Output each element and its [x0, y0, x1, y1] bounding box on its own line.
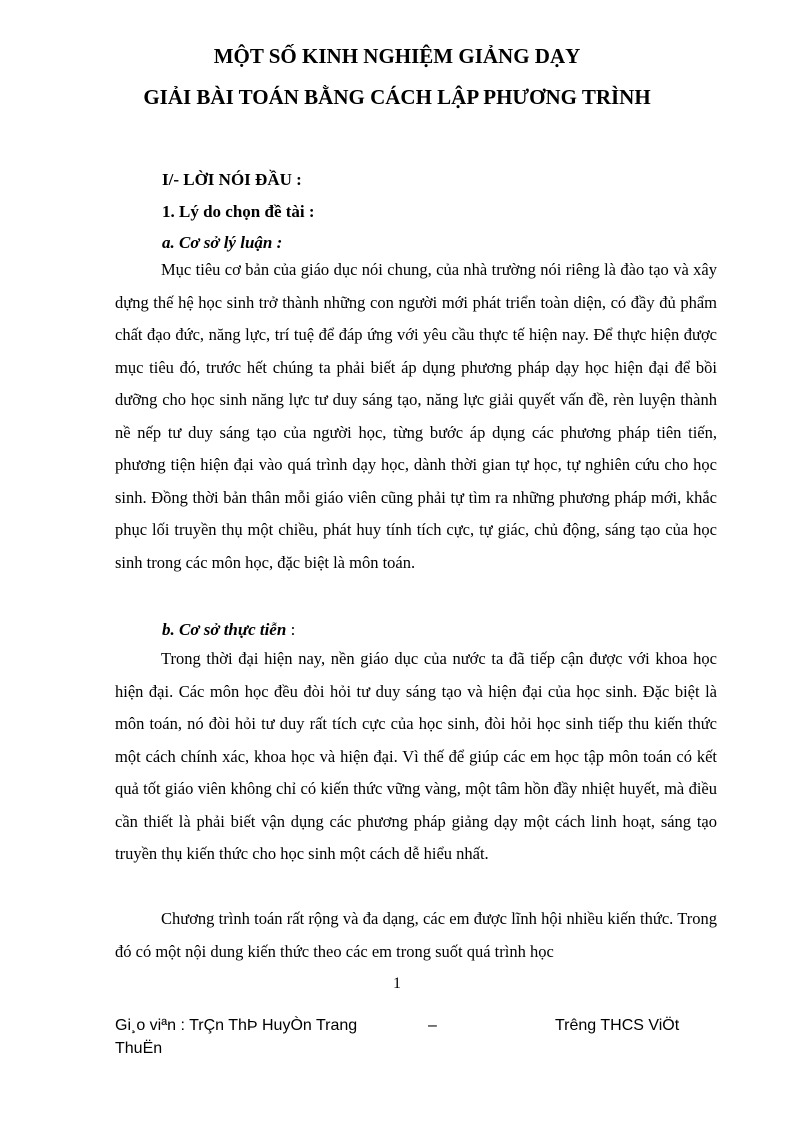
part-a-paragraph: Mục tiêu cơ bản của giáo dục nói chung, của nhà trường nói riêng là đào tạo và xây dựng thế hệ học sinh trở thành những con người mới phát triển toàn diện, có đầy đủ phẩm chất đạo đức, năng lực, trí tuệ để đáp ứng với yêu cầu thực tế hiện nay. Để thực hiện được mục tiêu đó, trước hết chúng ta phải biết áp dụng phương pháp dạy học hiện đại để bồi dưỡng cho học sinh năng lực tư duy sáng tạo, năng lực giải quyết vấn đề, rèn luyện thành nề nếp tư duy sáng tạo của người học, từng bước áp dụng các phương pháp tiên tiến, phương tiện hiện đại vào quá trình dạy học, dành thời gian tự học, tự nghiên cứu cho học sinh. Đồng thời bản thân mỗi giáo viên cũng phải tự tìm ra những phương pháp mới, khắc phục lối truyền thụ một chiều, phát huy tính tích cực, tự giác, chủ động, sáng tạo của học sinh trong các môn học, đặc biệt là môn toán.	[115, 260, 717, 572]
part-b-paragraph-1: Trong thời đại hiện nay, nền giáo dục của nước ta đã tiếp cận được với khoa học hiện đại. Các môn học đều đòi hỏi tư duy sáng tạo và hiện đại của học sinh. Đặc biệt là môn toán, nó đòi hỏi tư duy rất tích cực của học sinh, đòi hỏi học sinh tiếp thu kiến thức một cách chính xác, khoa học và hiện đại. Vì thế để giúp các em học tập môn toán có kết quả tốt giáo viên không chỉ có kiến thức vững vàng, một tâm hồn đầy nhiệt huyết, mà điều cần thiết là phải biết vận dụng các phương pháp giảng dạy một cách linh hoạt, sáng tạo truyền thụ kiến thức cho học sinh một cách dễ hiểu nhất.	[115, 649, 717, 863]
part-b-heading	[162, 620, 295, 640]
footer-dash: –	[428, 1017, 437, 1034]
document-title-line-1: MỘT SỐ KINH NGHIỆM GIẢNG DẠY	[213, 44, 581, 68]
footer-school: Trêng THCS ViÖt	[555, 1017, 680, 1034]
part-b-heading-colon: :	[286, 620, 296, 639]
document-title-line-2: GIẢI BÀI TOÁN BẰNG CÁCH LẬP PHƯƠNG TRÌNH	[143, 85, 651, 109]
section-heading: I/- LỜI NÓI ĐẦU :	[162, 170, 302, 189]
part-a-heading: a. Cơ sở lý luận :	[162, 233, 283, 252]
page-number: 1	[393, 975, 401, 992]
footer-teacher: Gi¸o viªn : TrÇn ThÞ HuyÒn Trang	[115, 1017, 358, 1034]
part-b-paragraph-2: Chương trình toán rất rộng và đa dạng, các em được lĩnh hội nhiều kiến thức. Trong đó có một nội dung kiến thức theo các em trong suốt quá trình học	[115, 909, 717, 961]
part-b-heading-text: b. Cơ sở thực tiễn	[162, 620, 287, 639]
subsection-heading: 1. Lý do chọn đề tài :	[162, 202, 315, 221]
footer-school-continued: ThuËn	[115, 1040, 163, 1057]
